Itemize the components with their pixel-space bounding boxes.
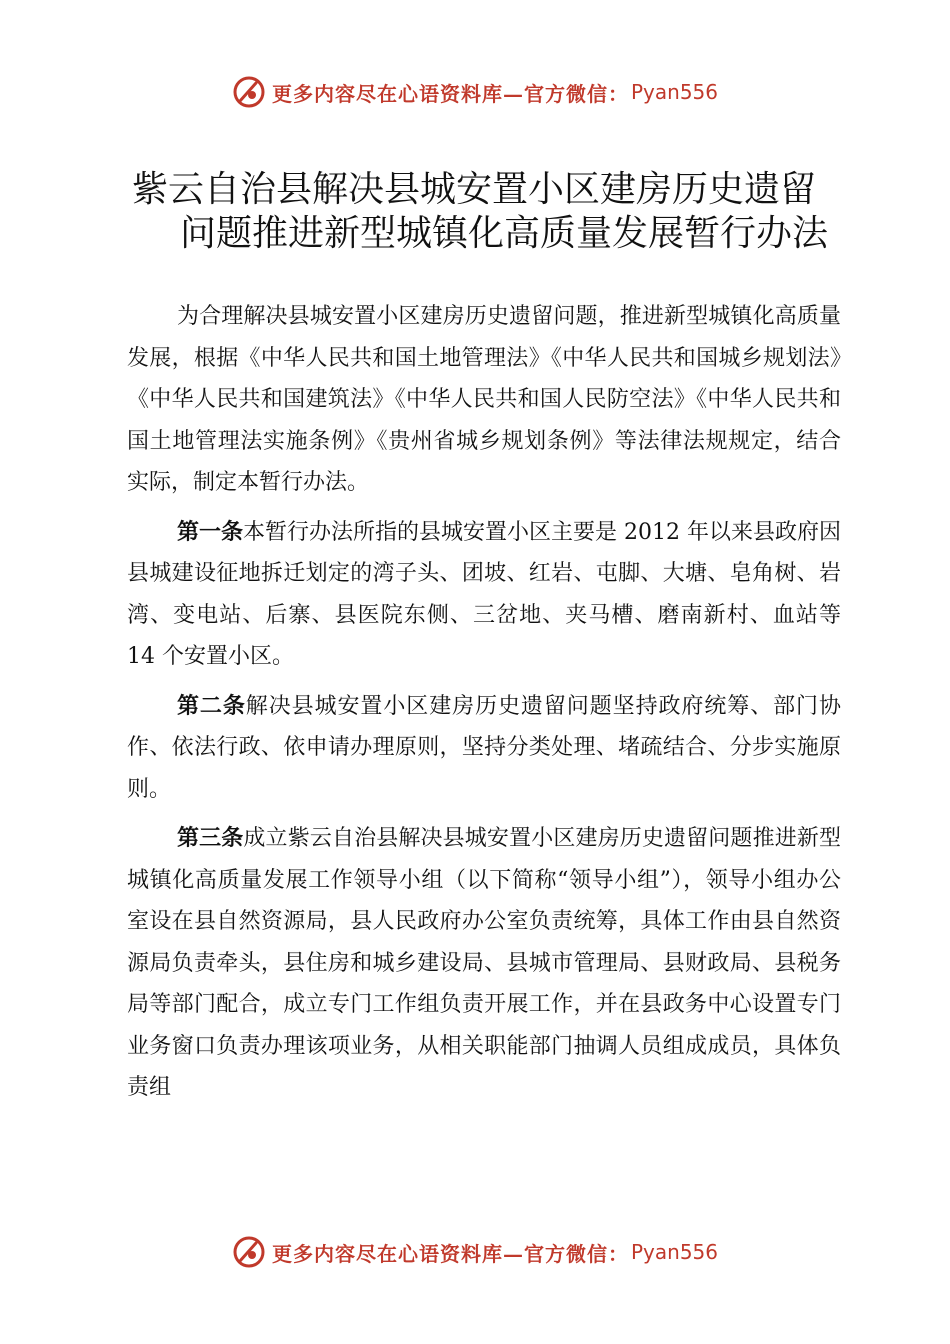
article-1 [127, 512, 841, 678]
article-2-text: 解决县城安置小区建房历史遗留问题坚持政府统筹、部门协作、依法行政、依申请办理原则，坚持分类处理、堵疏结合、分步实施原则。 [127, 693, 841, 802]
preamble-paragraph: 为合理解决县城安置小区建房历史遗留问题，推进新型城镇化高质量发展，根据《中华人民共和国土地管理法》《中华人民共和国城乡规划法》《中华人民共和国建筑法》《中华人民共和国人民防空法》《中华人民共和国土地管理法实施条例》《贵州省城乡规划条例》等法律法规规定，结合实际，制定本暂行办法。 [127, 304, 841, 495]
watermark-text: 更多内容尽在心语资料库—官方微信： [271, 1241, 629, 1266]
watermark-wechat-id: Pyan556 [630, 80, 718, 104]
document-title [0, 168, 950, 256]
article-3-label: 第三条 [177, 826, 244, 851]
watermark-banner-bottom [0, 1232, 950, 1272]
document-body [127, 296, 841, 1117]
watermark-wechat-id: Pyan556 [630, 1240, 718, 1264]
watermark-banner-top [0, 72, 950, 112]
watermark-text: 更多内容尽在心语资料库—官方微信： [271, 81, 629, 106]
article-1-text: 本暂行办法所指的县城安置小区主要是 2012 年以来县政府因县城建设征地拆迁划定的湾子头、团坡、红岩、屯脚、大塘、皂角树、岩湾、变电站、后寨、县医院东侧、三岔地、夹马槽、磨南新村、血站等 14 个安置小区。 [127, 519, 841, 669]
brush-logo-icon [232, 1235, 266, 1269]
brush-logo-icon [232, 75, 266, 109]
article-2-label: 第二条 [177, 693, 246, 719]
title-line-2: 问题推进新型城镇化高质量发展暂行办法 [180, 213, 829, 254]
article-2 [127, 686, 841, 811]
title-line-1: 紫云自治县解决县城安置小区建房历史遗留 [132, 169, 817, 210]
article-1-label: 第一条 [177, 519, 244, 545]
article-3-text: 成立紫云自治县解决县城安置小区建房历史遗留问题推进新型城镇化高质量发展工作领导小组（以下简称“领导小组”），领导小组办公室设在县自然资源局，县人民政府办公室负责统筹，具体工作由县自然资源局负责牵头，县住房和城乡建设局、县城市管理局、县财政局、县税务局等部门配合，成立专门工作组负责开展工作，并在县政务中心设置专门业务窗口负责办理该项业务，从相关职能部门抽调人员组成成员，具体负责组 [127, 826, 841, 1100]
article-3 [127, 818, 841, 1109]
